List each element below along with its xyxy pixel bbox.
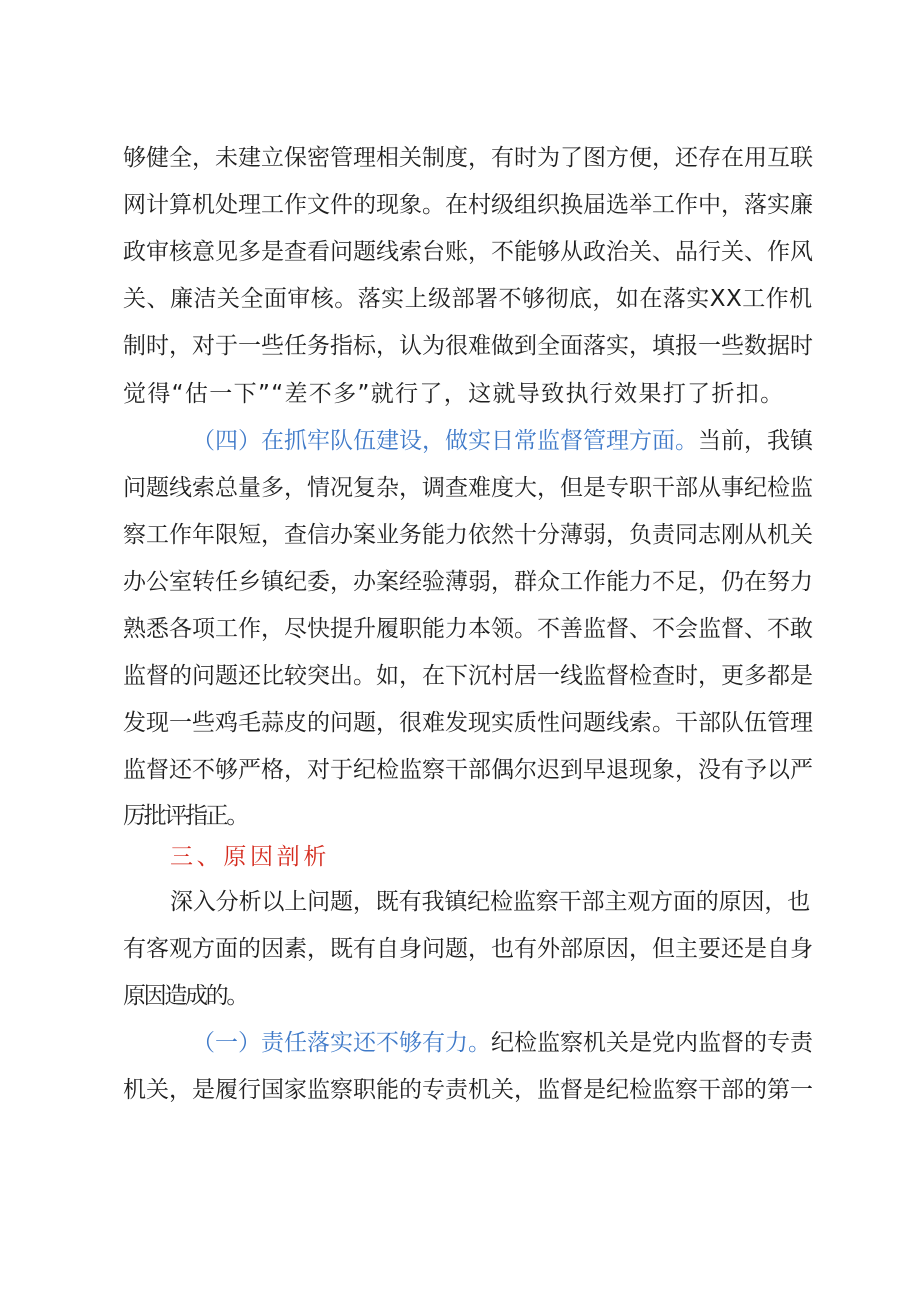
- body-text: 深入分析以上问题，既有我镇纪检监察干部主观方面的原因，也: [170, 889, 811, 915]
- text-line: [123, 237, 813, 267]
- body-text: 监督的问题还比较突出。如，在下沉村居一线监督检查时，更多都是: [123, 663, 813, 689]
- text-line: [123, 708, 813, 738]
- text-line: [123, 379, 785, 409]
- text-line: [123, 143, 813, 173]
- text-line: [123, 981, 247, 1011]
- body-text: 制时，对于一些任务指标，认为很难做到全面落实，填报一些数据时: [123, 333, 813, 359]
- text-line: [123, 1075, 813, 1105]
- subsection-heading: （一）责任落实还不够有力。: [192, 1030, 491, 1056]
- body-text: 当前，我镇: [698, 428, 813, 454]
- body-text: 纪检监察机关是党内监督的专责: [491, 1030, 813, 1056]
- body-text: 有客观方面的因素，既有自身问题，也有外部原因，但主要还是自身: [123, 936, 813, 962]
- body-text: 问题线索总量多，情况复杂，调查难度大，但是专职干部从事纪检监: [123, 475, 813, 501]
- text-line: [123, 661, 813, 691]
- text-line: [123, 567, 813, 597]
- body-text: 办公室转任乡镇纪委，办案经验薄弱，群众工作能力不足，仍在努力: [123, 569, 813, 595]
- text-line: [123, 190, 813, 220]
- body-text: 机关，是履行国家监察职能的专责机关，监督是纪检监察干部的第一: [123, 1077, 813, 1103]
- body-text: 发现一些鸡毛蒜皮的问题，很难发现实质性问题线索。干部队伍管理: [123, 710, 813, 736]
- text-line: [170, 842, 330, 872]
- body-text: 厉批评指正。: [123, 803, 248, 829]
- text-line: [123, 755, 813, 785]
- text-line: [123, 473, 813, 503]
- text-line: [123, 614, 813, 644]
- text-line: [123, 520, 813, 550]
- text-line: [123, 331, 813, 361]
- subsection-heading: （四）在抓牢队伍建设，做实日常监督管理方面。: [192, 428, 698, 454]
- text-line: [123, 284, 813, 314]
- text-line: [123, 934, 813, 964]
- body-text: 熟悉各项工作，尽快提升履职能力本领。不善监督、不会监督、不敢: [123, 616, 813, 642]
- text-line: [192, 1028, 813, 1058]
- body-text: 关、廉洁关全面审核。落实上级部署不够彻底，如在落实XX工作机: [123, 286, 813, 312]
- text-line: [192, 426, 813, 456]
- section-heading: 三、原因剖析: [170, 844, 331, 870]
- body-text: 政审核意见多是查看问题线索台账，不能够从政治关、品行关、作风: [123, 239, 813, 265]
- body-text: 网计算机处理工作文件的现象。在村级组织换届选举工作中，落实廉: [123, 192, 813, 218]
- body-text: 原因造成的。: [123, 983, 248, 1009]
- text-line: [170, 887, 810, 917]
- body-text: 察工作年限短，查信办案业务能力依然十分薄弱，负责同志刚从机关: [123, 522, 813, 548]
- body-text: 够健全，未建立保密管理相关制度，有时为了图方便，还存在用互联: [123, 145, 813, 171]
- body-text: 觉得“估一下”“差不多”就行了，这就导致执行效果打了折扣。: [123, 381, 785, 407]
- text-line: [123, 801, 247, 831]
- body-text: 监督还不够严格，对于纪检监察干部偶尔迟到早退现象，没有予以严: [123, 757, 813, 783]
